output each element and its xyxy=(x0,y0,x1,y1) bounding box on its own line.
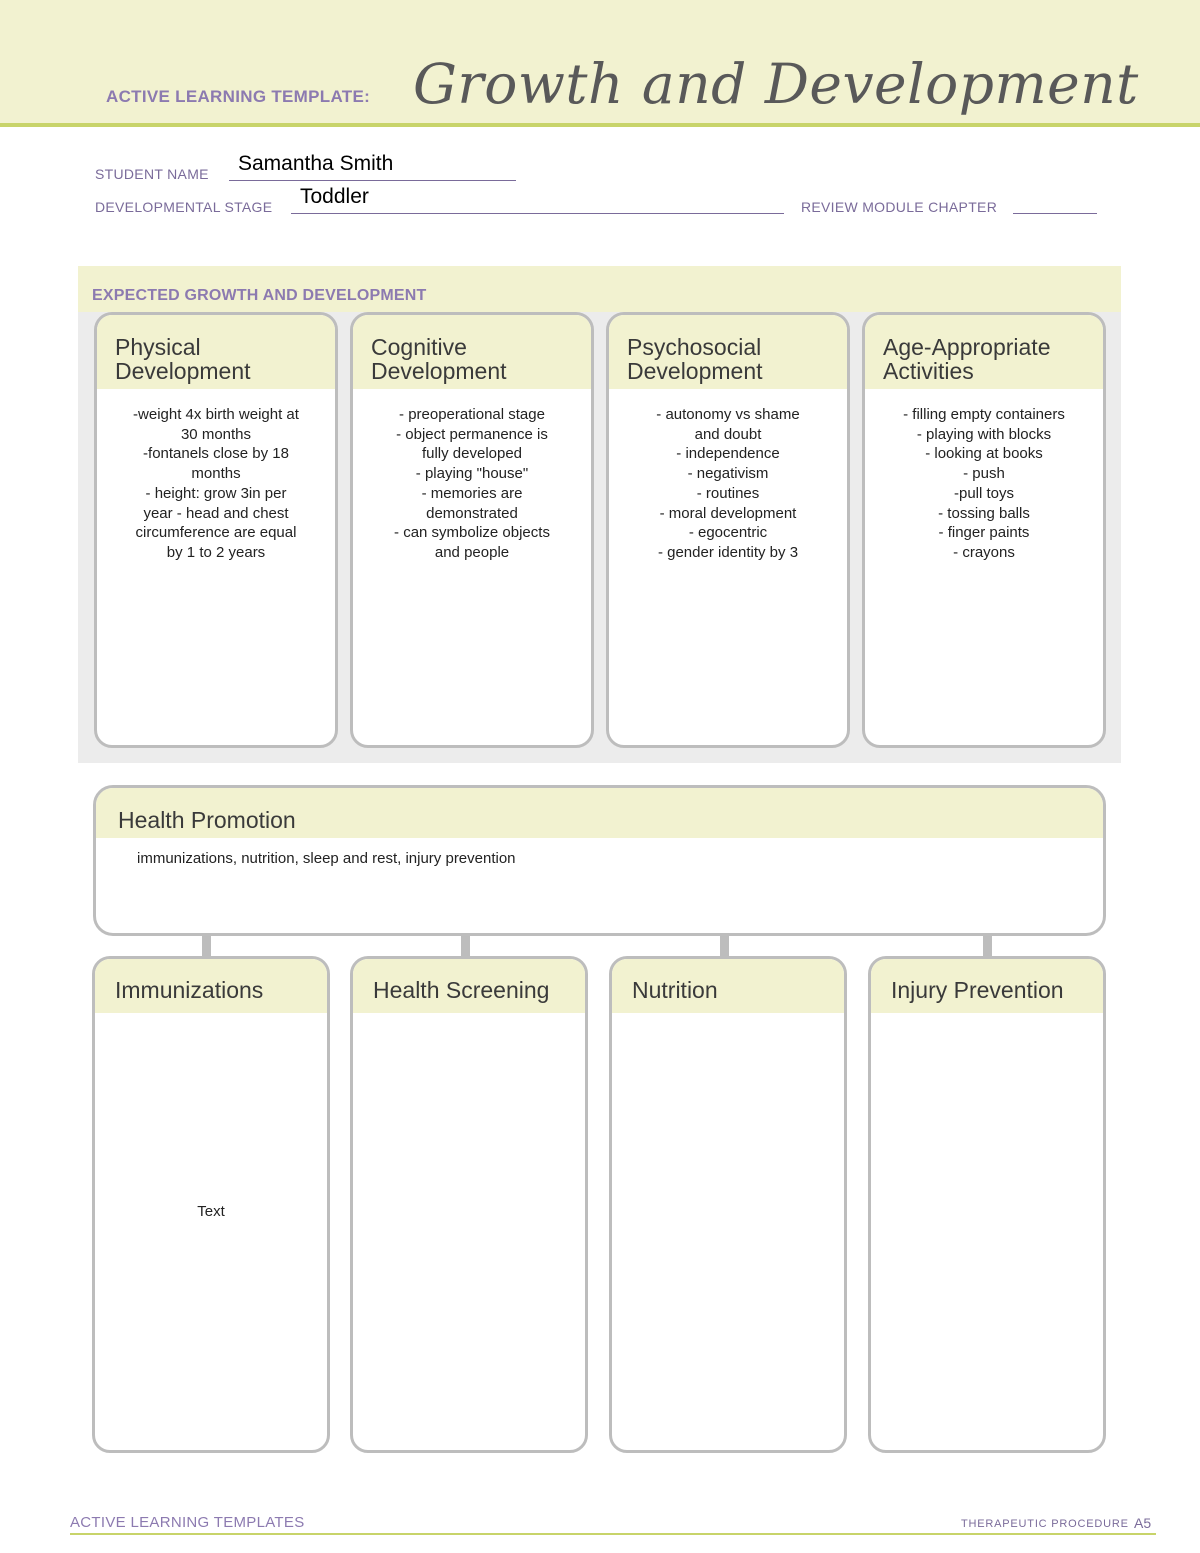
card-body[interactable] xyxy=(609,389,847,563)
developmental-stage-label: DEVELOPMENTAL STAGE xyxy=(95,199,273,215)
header-rule xyxy=(0,123,1200,127)
card-title-line2: Development xyxy=(627,358,763,384)
card-line: - playing with blocks xyxy=(916,425,1052,443)
card-line: fully developed xyxy=(421,445,523,463)
card-line: - height: grow 3in per xyxy=(145,484,287,502)
student-name-line xyxy=(229,180,516,181)
card-line: - playing "house" xyxy=(415,465,529,483)
card-line: 30 months xyxy=(180,425,252,443)
page-title: Growth and Development xyxy=(413,52,1139,116)
nutrition-card xyxy=(609,956,847,1453)
physical-development-card xyxy=(94,312,338,748)
age-appropriate-activities-card xyxy=(862,312,1106,748)
card-line: and doubt xyxy=(694,425,762,443)
psychosocial-development-card xyxy=(606,312,850,748)
card-line: and people xyxy=(434,543,510,561)
card-line: - push xyxy=(963,465,1005,483)
card-line: - finger paints xyxy=(938,524,1030,542)
page-number: A5 xyxy=(1134,1515,1152,1531)
card-header xyxy=(97,315,335,389)
card-line: - looking at books xyxy=(925,445,1043,463)
immunizations-card xyxy=(92,956,330,1453)
card-line: months xyxy=(191,465,241,483)
card-line: - gender identity by 3 xyxy=(657,543,799,561)
connector xyxy=(720,936,729,957)
card-line: circumference are equal xyxy=(135,524,297,542)
card-line: by 1 to 2 years xyxy=(166,543,266,561)
connector xyxy=(983,936,992,957)
health-promotion-title: Health Promotion xyxy=(96,788,1103,838)
health-promotion-card xyxy=(93,785,1106,936)
card-line: - autonomy vs shame xyxy=(656,406,800,423)
card-line: -weight 4x birth weight at xyxy=(133,406,299,423)
injury-prevention-card xyxy=(868,956,1106,1453)
card-line: - moral development xyxy=(659,504,797,522)
template-label: ACTIVE LEARNING TEMPLATE: xyxy=(106,87,371,106)
card-line: - crayons xyxy=(953,543,1015,561)
expected-section-title: EXPECTED GROWTH AND DEVELOPMENT xyxy=(92,287,427,304)
card-title-line1: Age-Appropriate xyxy=(883,334,1051,360)
card-line: demonstrated xyxy=(426,504,518,522)
card-title-line1: Psychosocial xyxy=(627,334,762,360)
developmental-stage-field[interactable]: Toddler xyxy=(300,185,369,208)
injury-prevention-title: Injury Prevention xyxy=(871,959,1103,1013)
developmental-stage-line xyxy=(291,213,784,214)
card-line: - routines xyxy=(696,484,760,502)
card-body[interactable] xyxy=(97,389,335,563)
footer-right: THERAPEUTIC PROCEDURE xyxy=(961,1518,1129,1530)
card-header xyxy=(609,315,847,389)
card-body[interactable] xyxy=(865,389,1103,563)
immunizations-title: Immunizations xyxy=(95,959,327,1013)
footer-rule xyxy=(70,1533,1156,1535)
footer-left: ACTIVE LEARNING TEMPLATES xyxy=(70,1514,305,1531)
student-name-label: STUDENT NAME xyxy=(95,166,209,182)
review-module-label: REVIEW MODULE CHAPTER xyxy=(801,199,998,215)
connector xyxy=(202,936,211,957)
connector xyxy=(461,936,470,957)
card-line: - object permanence is xyxy=(396,425,548,443)
health-screening-card xyxy=(350,956,588,1453)
card-title-line2: Activities xyxy=(883,358,974,384)
card-header xyxy=(353,315,591,389)
immunizations-field[interactable]: Text xyxy=(197,1203,225,1220)
card-line: year - head and chest xyxy=(143,504,289,522)
card-title-line1: Physical xyxy=(115,334,201,360)
card-title-line2: Development xyxy=(371,358,507,384)
card-header xyxy=(865,315,1103,389)
card-line: -fontanels close by 18 xyxy=(143,445,289,463)
card-line: - independence xyxy=(676,445,780,463)
card-line: - tossing balls xyxy=(938,504,1030,522)
cognitive-development-card xyxy=(350,312,594,748)
card-line: - can symbolize objects xyxy=(394,524,550,542)
card-body[interactable] xyxy=(353,389,591,563)
card-title-line1: Cognitive xyxy=(371,334,467,360)
health-promotion-field[interactable]: immunizations, nutrition, sleep and rest, injury prevention xyxy=(137,850,516,867)
nutrition-title: Nutrition xyxy=(612,959,844,1013)
card-line: - egocentric xyxy=(688,524,768,542)
review-module-field[interactable] xyxy=(1013,213,1097,214)
health-screening-title: Health Screening xyxy=(353,959,585,1013)
card-title-line2: Development xyxy=(115,358,251,384)
card-line: - memories are xyxy=(421,484,523,502)
card-line: - negativism xyxy=(687,465,769,483)
student-name-field[interactable]: Samantha Smith xyxy=(238,152,394,175)
card-line: -pull toys xyxy=(953,484,1015,502)
card-line: - preoperational stage xyxy=(399,406,545,423)
card-line: - filling empty containers xyxy=(903,406,1065,423)
